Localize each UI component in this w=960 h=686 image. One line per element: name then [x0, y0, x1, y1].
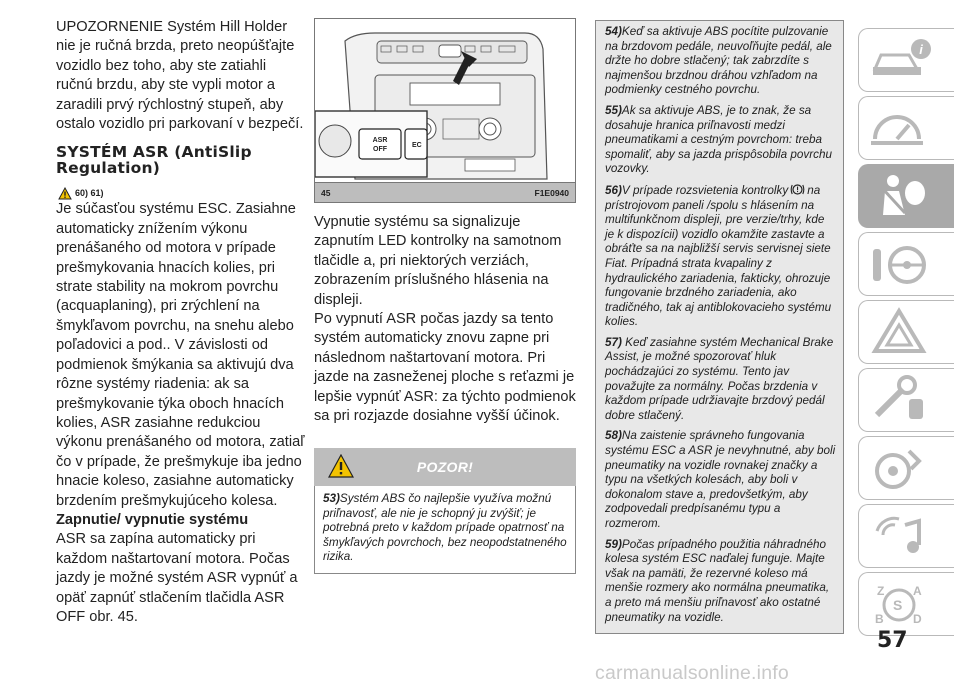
middle-column — [314, 18, 576, 574]
tab-multimedia[interactable] — [858, 504, 954, 568]
figure-45 — [314, 18, 576, 203]
note-number: 56) — [605, 183, 622, 197]
figure-code: F1E0940 — [534, 187, 569, 198]
warning-header — [314, 448, 576, 486]
reactivation-text: Po vypnutí ASR počas jazdy sa tento systém automaticky znovu zapne pri následnom naštartovaní motora. Pri jazde na zasneženej ploche s reťazmi je lepšie vypnúť ASR: za týchto podmienok sa pri rozjazde dosiahne vyšší účinok. — [314, 311, 576, 425]
svg-text:Z: Z — [877, 584, 885, 598]
note-text: V prípade rozsvietenia kontrolky — [621, 183, 789, 197]
dashboard-icon — [869, 103, 933, 153]
tab-technical-data[interactable] — [858, 436, 954, 500]
brake-warning-icon — [790, 183, 805, 196]
refs-text: 60) 61) — [75, 187, 104, 198]
steering-start-icon — [869, 239, 933, 289]
subheading: Zapnutie/ vypnutie systému — [56, 511, 249, 528]
safety-airbag-icon — [869, 171, 933, 221]
svg-text:A: A — [913, 584, 922, 598]
asr-description: Je súčasťou systému ESC. Zasiahne automaticky znížením výkonu prenášaného od motora v prípade prešmykovania hnacích kolies, pri strate stability na mokrom povrchu (acquaplaning), pri zrýchlení na šmykľavom povrchu, na snehu alebo poľadovici a pod.. V závislosti od podmienok šmýkania sa aktivujú dva rôzne systémy riadenia: ak sa prešmykovanie týka oboch hnacích kolies, ASR zasiahne redukciou výkonu prenášaného od motora, zatiaľ čo v prípade, že prešmykuje iba jedno hnacie koleso, zasiahne automaticky brzdením prešmykujúceho kolesa. — [56, 201, 305, 509]
note-text: Systém ABS čo najlepšie využíva možnú priľnavosť, ale nie je schopný ju zvýšiť; je potrebná preto v každom prípade opatrnosť na šmykľavých povrchoch, bez neopodstatneného rizika. — [323, 492, 567, 564]
warning-title: POZOR! — [416, 459, 474, 476]
watermark: carmanualsonline.info — [595, 662, 789, 684]
multimedia-icon — [869, 511, 933, 561]
note-text: Ak sa aktivuje ABS, je to znak, že sa dosahuje hranica priľnavosti medzi pneumatikami a cestným povrchom: treba spomaliť, aby sa jazda prispôsobila povrchu vozovky. — [605, 103, 832, 176]
figure-number: 45 — [321, 187, 331, 198]
deactivation-text: Vypnutie systému sa signalizuje zapnutím LED kontrolky na samotnom tlačidle a, pri niektorých verziách, zobrazením príslušného hlásenia na displeji. — [314, 214, 562, 308]
note-54 — [605, 25, 836, 98]
note-number: 53) — [323, 492, 340, 506]
note-number: 54) — [605, 25, 622, 38]
tab-safety[interactable] — [858, 164, 954, 228]
section-title: SYSTÉM ASR (AntiSlip Regulation) — [56, 143, 252, 178]
note-59 — [605, 538, 836, 626]
tab-maintenance[interactable] — [858, 368, 954, 432]
dashboard-illustration — [315, 19, 576, 184]
note-number: 59) — [605, 537, 622, 551]
note-text: Na zaistenie správneho fungovania systému ESC a ASR je nevyhnutné, aby boli pneumatiky na vozidle rovnakej značky a typu na všetkých kolesách, aby boli v dokonalom stave a, predovšetkým, aby zodpovedali predpísanému typu a rozmerom. — [605, 429, 836, 530]
warning-body — [314, 486, 576, 574]
notes-column — [595, 20, 844, 634]
ec-label: EC — [412, 142, 422, 149]
warning-refs — [58, 186, 306, 200]
tab-car-info[interactable] — [858, 28, 954, 92]
maintenance-icon — [869, 375, 933, 425]
asr-activation-text: ASR sa zapína automaticky pri každom naštartovaní motora. Počas jazdy je možné systém ASR vypnúť a opäť zapnúť stlačením tlačidla ASR OFF obr. 45. — [56, 531, 298, 625]
index-icon — [869, 579, 933, 629]
note-56 — [605, 183, 836, 330]
note-text: Keď zasiahne systém Mechanical Brake Assist, je možné spozorovať hluk pochádzajúci zo systému. Tento jav považujte za normálny. Počas brzdenia v každom prípade udržiavajte brzdový pedál dobre stlačený. — [605, 335, 834, 422]
tab-emergency[interactable] — [858, 300, 954, 364]
figure-caption — [315, 182, 575, 202]
technical-data-icon — [869, 443, 933, 493]
warning-triangle-icon — [58, 187, 72, 200]
svg-text:B: B — [875, 612, 884, 626]
car-info-icon — [869, 35, 933, 85]
tab-index[interactable] — [858, 572, 954, 636]
warning-triangle-icon — [328, 454, 354, 478]
off-label: OFF — [373, 146, 387, 153]
tab-starting-driving[interactable] — [858, 232, 954, 296]
page-number: 57 — [877, 628, 908, 653]
note-number: 57) — [605, 335, 622, 349]
note-text: na prístrojovom paneli /spolu s hlásením na multifunkčnom displeji, pre verzie/trhy, kde je k dispozícii) vozidlo okamžite zastavte a obráťte sa na najbližší servis servisnej siete Fiat. Prípadná strata kvapaliny z hydraulického zariadenia, fakticky, ohrozuje fungovanie brzdného zariadenia, ako tradičného, tak aj antiblokovacieho systému kolies. — [605, 183, 832, 329]
middle-text — [314, 213, 576, 426]
left-column — [56, 18, 306, 627]
note-57 — [605, 336, 836, 424]
hill-holder-note: UPOZORNENIE Systém Hill Holder nie je ručná brzda, preto neopúšťajte vozidlo bez toho, aby ste zatiahli ručnú brzdu, aby ste vypli motor a zaradili prvý rýchlostný stupeň, aby ostalo vozidlo pri parkovaní v bezpečí. — [56, 19, 304, 133]
asr-label: ASR — [372, 137, 388, 144]
emergency-warning-icon — [869, 307, 933, 357]
svg-text:D: D — [913, 612, 922, 626]
note-number: 58) — [605, 429, 622, 443]
note-55 — [605, 104, 836, 177]
note-text: Počas prípadného použitia náhradného kolesa systém ESC naďalej funguje. Majte však na pamäti, že rezervné koleso má menšie rozmery ako normálna pneumatika, a preto má menšiu priľnavosť ako ostatné pneumatiky na vozidle. — [605, 537, 830, 624]
note-number: 55) — [605, 103, 622, 117]
note-text: Keď sa aktivuje ABS pocítite pulzovanie na brzdovom pedále, neuvoľňujte pedál, ale držte ho dobre stlačený; tak zabrzdíte s najmenšou brzdnou dráhou vzhľadom na podmienky cestného povrchu. — [605, 25, 832, 97]
svg-text:S: S — [893, 597, 903, 613]
svg-text:i: i — [919, 42, 923, 57]
tab-dashboard[interactable] — [858, 96, 954, 160]
note-58 — [605, 429, 836, 531]
warning-box — [314, 448, 576, 574]
